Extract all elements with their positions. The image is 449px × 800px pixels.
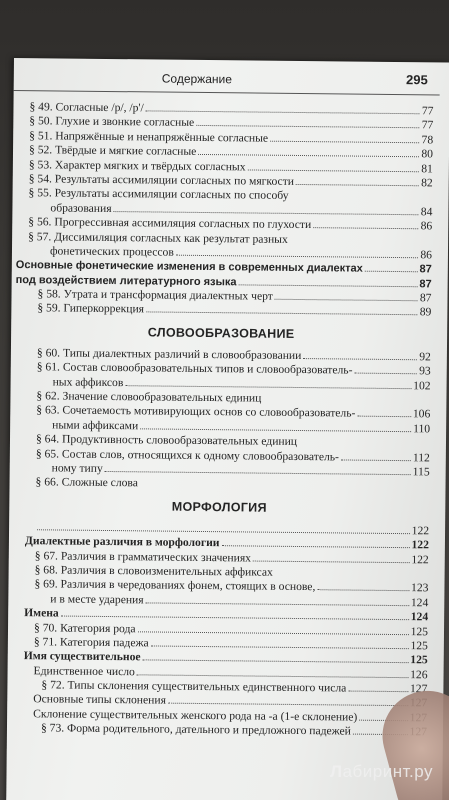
leader-dots xyxy=(114,211,419,215)
toc-entry-page: 124 xyxy=(410,610,429,624)
toc-entry-title: § 68. Различия в словоизменительных аффиксах xyxy=(34,563,273,579)
toc-entry-title: § 55. Результаты ассимиляции согласных по способу xyxy=(28,186,289,203)
toc-entry-page: 126 xyxy=(410,667,428,682)
toc-entry-title: ных аффиксов xyxy=(52,375,124,389)
toc-entry-page: 86 xyxy=(420,248,433,262)
toc-entry-title: Имена xyxy=(24,606,59,620)
toc-entry-title: § 61. Состав словообразовательных типов и словообразователь- xyxy=(36,360,353,377)
leader-dots xyxy=(296,184,419,186)
toc-entry-page: 92 xyxy=(419,350,431,364)
toc-entry-title: § 71. Категория падежа xyxy=(33,635,149,650)
toc-entry-page: 122 xyxy=(411,538,429,552)
toc-entry-page: 127 xyxy=(409,682,428,696)
toc-entry-title: § 62. Значение словообразовательных единиц xyxy=(36,389,262,405)
leader-dots xyxy=(37,529,410,534)
toc-entry-page: 87 xyxy=(419,291,432,305)
toc-entry-title: § 50. Глухие и звонкие согласные xyxy=(29,114,195,130)
toc-entry-page: 80 xyxy=(421,147,434,161)
leader-dots xyxy=(176,255,419,259)
leader-dots xyxy=(253,560,409,563)
toc-entry-title: и в месте ударения xyxy=(50,592,144,607)
toc-entry-page: 78 xyxy=(421,133,434,147)
toc-entry-title: Склонение существительных женского рода на -а (1-е склонение) xyxy=(33,707,358,724)
toc-entry-title: § 59. Гиперкоррекция xyxy=(37,301,145,316)
toc-entry-title: ному типу xyxy=(51,461,103,475)
toc-entry-page: 84 xyxy=(420,205,433,219)
leader-dots xyxy=(151,645,409,649)
toc-entry-title: Диалектные различия в морфологии xyxy=(24,534,220,550)
leader-dots xyxy=(105,471,411,475)
toc-entry xyxy=(7,721,427,740)
toc-entry-page: 125 xyxy=(410,624,429,638)
toc-entry-page: 124 xyxy=(410,595,429,610)
book-page xyxy=(6,58,449,800)
toc-entry-title: § 63. Сочетаемость мотивирующих основ со словообразователь- xyxy=(36,403,356,421)
toc-entry-page: 122 xyxy=(411,552,429,566)
watermark-logo-letter: Л xyxy=(330,762,343,781)
running-head xyxy=(14,68,440,95)
toc-entry-title: § 57. Диссимиляция согласных как результат разных xyxy=(28,229,288,246)
toc-entry-page: 82 xyxy=(421,176,433,190)
leader-dots xyxy=(357,416,411,418)
watermark-text: абиринт.ру xyxy=(342,762,433,781)
toc-section-morphology xyxy=(7,520,429,740)
toc-entry-page: 110 xyxy=(413,422,431,436)
toc-entry-page: 123 xyxy=(411,581,429,595)
watermark xyxy=(330,762,433,782)
toc-entry-page: 81 xyxy=(421,161,433,175)
leader-dots xyxy=(140,428,411,432)
section-heading-morphology: МОРФОЛОГИЯ xyxy=(171,499,267,515)
toc-entry-title: ными аффиксами xyxy=(52,418,139,433)
leader-dots xyxy=(313,227,418,229)
toc-entry-title: § 73. Форма родительного, дательного и предложного падежей xyxy=(40,721,351,738)
toc-entry-title: фонетических процессов xyxy=(49,244,174,259)
toc-entry-title: § 65. Состав слов, относящихся к одному словообразователь- xyxy=(35,446,340,464)
leader-dots xyxy=(137,674,408,678)
toc-entry-title: Имя существительное xyxy=(23,649,141,664)
toc-entry-page: 87 xyxy=(419,277,432,291)
toc-entry-page: 86 xyxy=(420,219,433,233)
toc-entry-title: § 49. Согласные /р/, /р'/ xyxy=(29,100,144,115)
toc-entry-title: § 52. Твёрдые и мягкие согласные xyxy=(28,143,197,159)
toc-entry-page: 77 xyxy=(421,104,434,118)
running-head-title: Содержание xyxy=(161,71,233,87)
toc-entry-title: § 69. Различия в чередованиях фонем, стоящих в основе, xyxy=(34,577,316,594)
toc-entry-title: § 56. Прогрессивная ассимиляция согласных по глухости xyxy=(28,215,312,232)
toc-entry-title: образования xyxy=(50,201,112,215)
toc-entry-page: 102 xyxy=(413,378,431,393)
leader-dots xyxy=(138,631,409,635)
toc-entry-page: 125 xyxy=(410,639,428,653)
toc-entry-title: Основные типы склонения xyxy=(33,692,167,708)
toc-entry-page: 106 xyxy=(412,407,431,421)
toc-entry-page: 122 xyxy=(411,523,430,538)
leader-dots xyxy=(146,312,418,316)
leader-dots xyxy=(125,385,411,389)
page-number: 295 xyxy=(406,72,428,88)
toc-entry-title: § 67. Различия в грамматических значениях xyxy=(34,548,252,565)
toc-section-word-formation xyxy=(9,346,430,494)
leader-dots xyxy=(348,691,408,693)
leader-dots xyxy=(275,299,418,301)
leader-dots xyxy=(341,459,411,461)
leader-dots xyxy=(61,616,409,621)
toc-entry-page: 93 xyxy=(419,364,431,378)
leader-dots xyxy=(143,660,409,664)
toc-entry-page: 89 xyxy=(419,305,432,319)
leader-dots xyxy=(317,590,409,592)
leader-dots xyxy=(365,271,418,273)
toc-entry-title: Единственное число xyxy=(33,663,135,678)
toc-entry-page: 115 xyxy=(412,465,430,479)
leader-dots xyxy=(221,545,409,548)
toc-entry-title: § 53. Характер мягких и твёрдых согласных xyxy=(28,157,246,173)
toc-entry-title: § 54. Результаты ассимиляции согласных по мягкости xyxy=(28,172,295,188)
leader-dots xyxy=(196,125,420,128)
toc-entry-page: 87 xyxy=(419,263,432,276)
leader-dots xyxy=(239,284,418,287)
toc-entry-title: § 60. Типы диалектных различий в словообразовании xyxy=(36,346,302,362)
leader-dots xyxy=(146,602,409,606)
toc-entry-title: § 66. Сложные слова xyxy=(35,475,138,490)
leader-dots xyxy=(168,703,408,707)
leader-dots xyxy=(198,154,419,157)
toc-entry-page: 77 xyxy=(421,118,434,132)
toc-section-phonetics xyxy=(11,100,433,320)
leader-dots xyxy=(146,110,420,114)
leader-dots xyxy=(303,358,417,360)
section-heading-word-formation: СЛОВООБРАЗОВАНИЕ xyxy=(147,325,295,341)
toc-entry-title: § 70. Категория рода xyxy=(33,620,136,635)
table-of-contents xyxy=(7,100,434,740)
toc-entry-title: § 72. Типы склонения существительных единственного числа xyxy=(41,678,347,695)
toc-entry-title: под воздействием литературного языка xyxy=(15,273,237,289)
toc-entry-title: § 51. Напряжённые и ненапряжённые согласные xyxy=(29,128,269,145)
leader-dots xyxy=(270,140,420,143)
leader-dots xyxy=(354,373,417,375)
toc-entry-page: 112 xyxy=(412,450,430,464)
toc-entry-page: 125 xyxy=(410,653,428,667)
toc-entry-title: Основные фонетические изменения в современных диалектах xyxy=(15,259,363,275)
leader-dots xyxy=(248,169,420,172)
toc-entry-title: § 58. Утрата и трансформация диалектных черт xyxy=(37,287,273,303)
toc-entry-title: § 64. Продуктивность словообразовательных единиц xyxy=(35,432,298,449)
